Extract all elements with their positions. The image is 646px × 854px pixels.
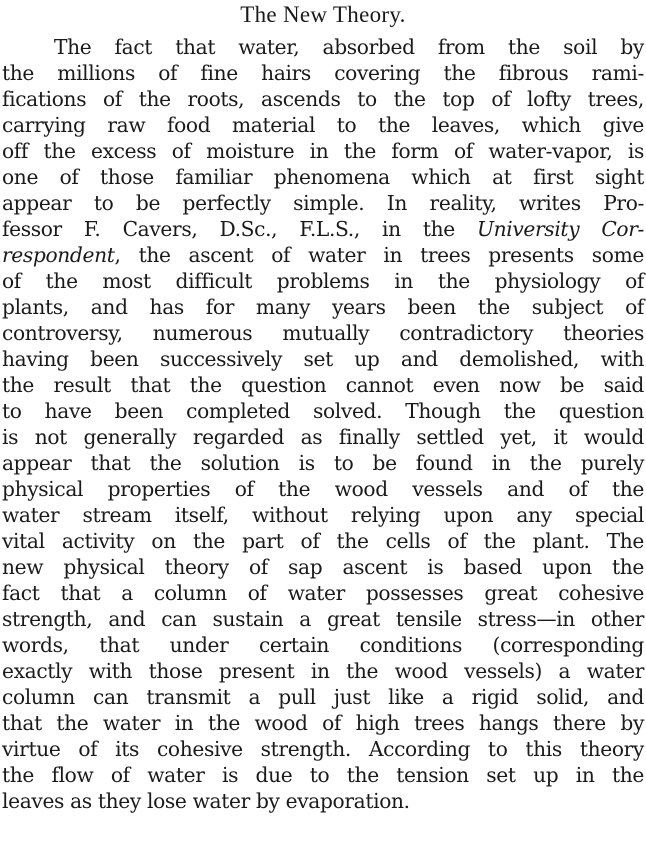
text-line-mixed [2,242,644,268]
text-line: virtue of its cohesive strength. According to this theory [2,737,644,761]
text-line: having been successively set up and demolished, with [2,347,644,371]
text-line: vital activity on the part of the cells of the plant. The [2,529,644,553]
text-line: words, that under certain conditions (corresponding [2,633,644,657]
text-line: to have been completed solved. Though the question [2,399,644,423]
text-line: that the water in the wood of high trees hangs there by [2,711,644,735]
text-line: strength, and can sustain a great tensile stress—in other [2,607,644,631]
text-run: , the ascent of water in trees presents some [114,243,644,267]
text-line: appear that the solution is to be found in the purely [2,451,644,475]
text-line: physical properties of the wood vessels and of the [2,477,644,501]
text-line: the flow of water is due to the tension set up in the [2,763,644,787]
text-line: of the most difficult problems in the physiology of [2,269,644,293]
italic-title-run: University Cor- [476,217,644,241]
text-line: is not generally regarded as finally settled yet, it would [2,425,644,449]
text-line: the millions of fine hairs covering the fibrous rami- [2,61,644,85]
text-line: leaves as they lose water by evaporation. [2,789,410,813]
text-line: column can transmit a pull just like a rigid solid, and [2,685,644,709]
article-body [2,34,644,814]
text-line: new physical theory of sap ascent is based upon the [2,555,644,579]
text-line: fications of the roots, ascends to the top of lofty trees, [2,87,644,111]
text-line: appear to be perfectly simple. In reality, writes Pro- [2,191,644,215]
text-run: fessor F. Cavers, D.Sc., F.L.S., in the [2,217,477,241]
text-line: fact that a column of water possesses great cohesive [2,581,644,605]
text-line: water stream itself, without relying upon any special [2,503,644,527]
text-line-mixed [2,216,644,242]
text-line: carrying raw food material to the leaves, which give [2,113,644,137]
text-line: controversy, numerous mutually contradictory theories [2,321,644,345]
italic-title-run: respondent [2,243,115,267]
text-line: plants, and has for many years been the subject of [2,295,644,319]
text-line: off the excess of moisture in the form of water-vapor, is [2,139,644,163]
text-line: The fact that water, absorbed from the soil by [54,35,644,59]
article-title: The New Theory. [240,2,406,27]
text-line: one of those familiar phenomena which at first sight [2,165,644,189]
text-line: the result that the question cannot even now be said [2,373,644,397]
text-line: exactly with those present in the wood vessels) a water [2,659,644,683]
